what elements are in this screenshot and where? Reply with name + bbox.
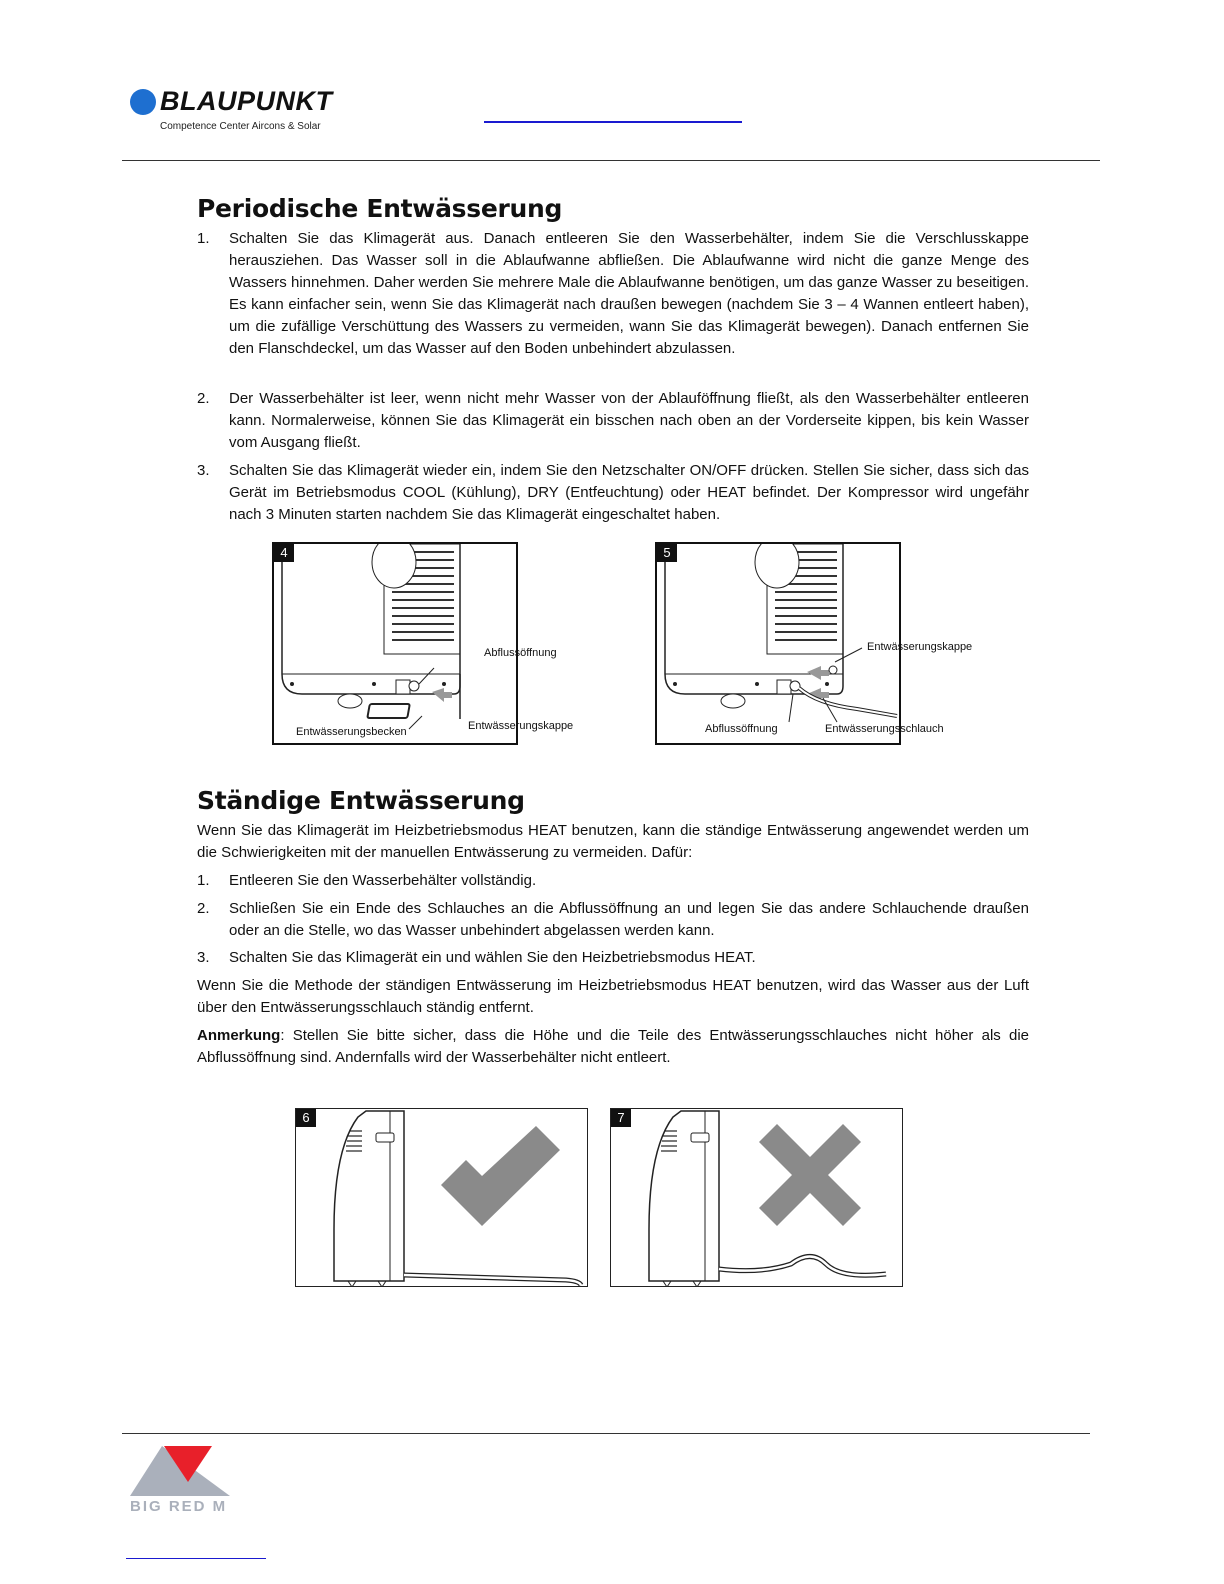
figure-badge: 7 xyxy=(611,1109,631,1127)
label-hose: Entwässerungsschlauch xyxy=(825,723,944,735)
list-number: 2. xyxy=(197,900,210,917)
label-outlet: Abflussöffnung xyxy=(484,647,557,659)
figure-5-illustration xyxy=(657,544,899,743)
list-number: 3. xyxy=(197,949,210,966)
list-text: Schalten Sie das Klimagerät aus. Danach entleeren Sie den Wasserbehälter, indem Sie die Verschlusskappe herausziehen. Das Wasser soll in die Ablaufwanne abfließen. Die Ablaufwanne wird nicht die ganze Menge des Wassers hinnehmen. Daher werden Sie mehrere Male die Ablaufwanne benötigen, um das ganze Wasser zu beseitigen. Es kann einfacher sein, wenn Sie das Klimagerät nach draußen bewegen (nachdem Sie 3 – 4 Wannen entleert haben), um die zufällige Verschüttung des Wassers zu vermeiden, wann Sie das Klimagerät bewegen). Danach entfernen Sie den Flanschdeckel, um das Wasser auf den Boden unbehindert abzulassen. xyxy=(229,230,1029,357)
label-basin: Entwässerungsbecken xyxy=(296,726,407,738)
label-cap: Entwässerungskappe xyxy=(468,720,574,732)
section2-paragraph: Wenn Sie die Methode der ständigen Entwässerung im Heizbetriebsmodus HEAT benutzen, wird das Wasser aus der Luft über den Entwässerungsschlauch ständig entfernt. xyxy=(197,977,1029,1016)
figure-4-illustration xyxy=(274,544,516,743)
brand-logo-dot xyxy=(130,89,156,115)
section2-note xyxy=(197,1025,1029,1069)
note-label: Anmerkung xyxy=(197,1027,281,1044)
list-text: Schalten Sie das Klimagerät ein und wählen Sie den Heizbetriebsmodus HEAT. xyxy=(229,949,756,966)
figure-badge: 5 xyxy=(657,544,677,562)
footer-logo-mark xyxy=(130,1444,230,1500)
figure-5 xyxy=(655,542,973,745)
note-text: : Stellen Sie bitte sicher, dass die Höhe und die Teile des Entwässerungsschlauches nicht höher als die Abflussöffnung sind. Andernfalls wird der Wasserbehälter nicht entleert. xyxy=(197,1027,1029,1066)
figure-6-illustration xyxy=(296,1109,587,1286)
label-cap: Entwässerungskappe xyxy=(867,641,973,653)
figure-7 xyxy=(610,1108,903,1287)
figure-6 xyxy=(295,1108,588,1287)
section-title-continuous: Ständige Entwässerung xyxy=(197,786,525,815)
list-number: 1. xyxy=(197,230,210,247)
label-outlet: Abflussöffnung xyxy=(705,723,778,735)
figure-7-illustration xyxy=(611,1109,902,1286)
header-divider xyxy=(122,160,1100,161)
header-link-underline[interactable] xyxy=(484,121,742,123)
figure-badge: 6 xyxy=(296,1109,316,1127)
brand-logo-text: BLAUPUNKT xyxy=(160,86,333,116)
list-number: 2. xyxy=(197,390,210,407)
brand-subtitle: Competence Center Aircons & Solar xyxy=(160,121,321,132)
footer-divider xyxy=(122,1433,1090,1434)
footer-link-underline[interactable] xyxy=(126,1558,266,1559)
list-text: Schließen Sie ein Ende des Schlauches an die Abflussöffnung an und legen Sie das andere Schlauchende draußen oder an die Stelle, wo das Wasser unbehindert abgelassen werden kann. xyxy=(229,900,1029,939)
section-title-periodic: Periodische Entwässerung xyxy=(197,194,563,223)
list-text: Schalten Sie das Klimagerät wieder ein, indem Sie den Netzschalter ON/OFF drücken. Stellen Sie sicher, dass sich das Gerät im Betriebsmodus COOL (Kühlung), DRY (Entfeuchtung) oder HEAT befindet. Der Kompressor wird ungefähr nach 3 Minuten starten nachdem Sie das Klimagerät eingeschaltet haben. xyxy=(229,462,1029,523)
list-text: Entleeren Sie den Wasserbehälter vollständig. xyxy=(229,872,537,889)
footer-logo-text: BIG RED M xyxy=(130,1498,228,1515)
list-text: Der Wasserbehälter ist leer, wenn nicht mehr Wasser von der Ablauföffnung fließt, als den Wasserbehälter entleeren kann. Normalerweise, können Sie das Klimagerät ein bisschen nach oben an der Vorderseite kippen, bis kein Wasser vom Ausgang fließt. xyxy=(229,390,1029,451)
list-number: 3. xyxy=(197,462,210,479)
figure-4 xyxy=(272,542,574,745)
section2-intro: Wenn Sie das Klimagerät im Heizbetriebsmodus HEAT benutzen, kann die ständige Entwässerung angewendet werden um die Schwierigkeiten mit der manuellen Entwässerung zu vermeiden. Dafür: xyxy=(197,822,1029,861)
list-number: 1. xyxy=(197,872,210,889)
figure-badge: 4 xyxy=(274,544,294,562)
